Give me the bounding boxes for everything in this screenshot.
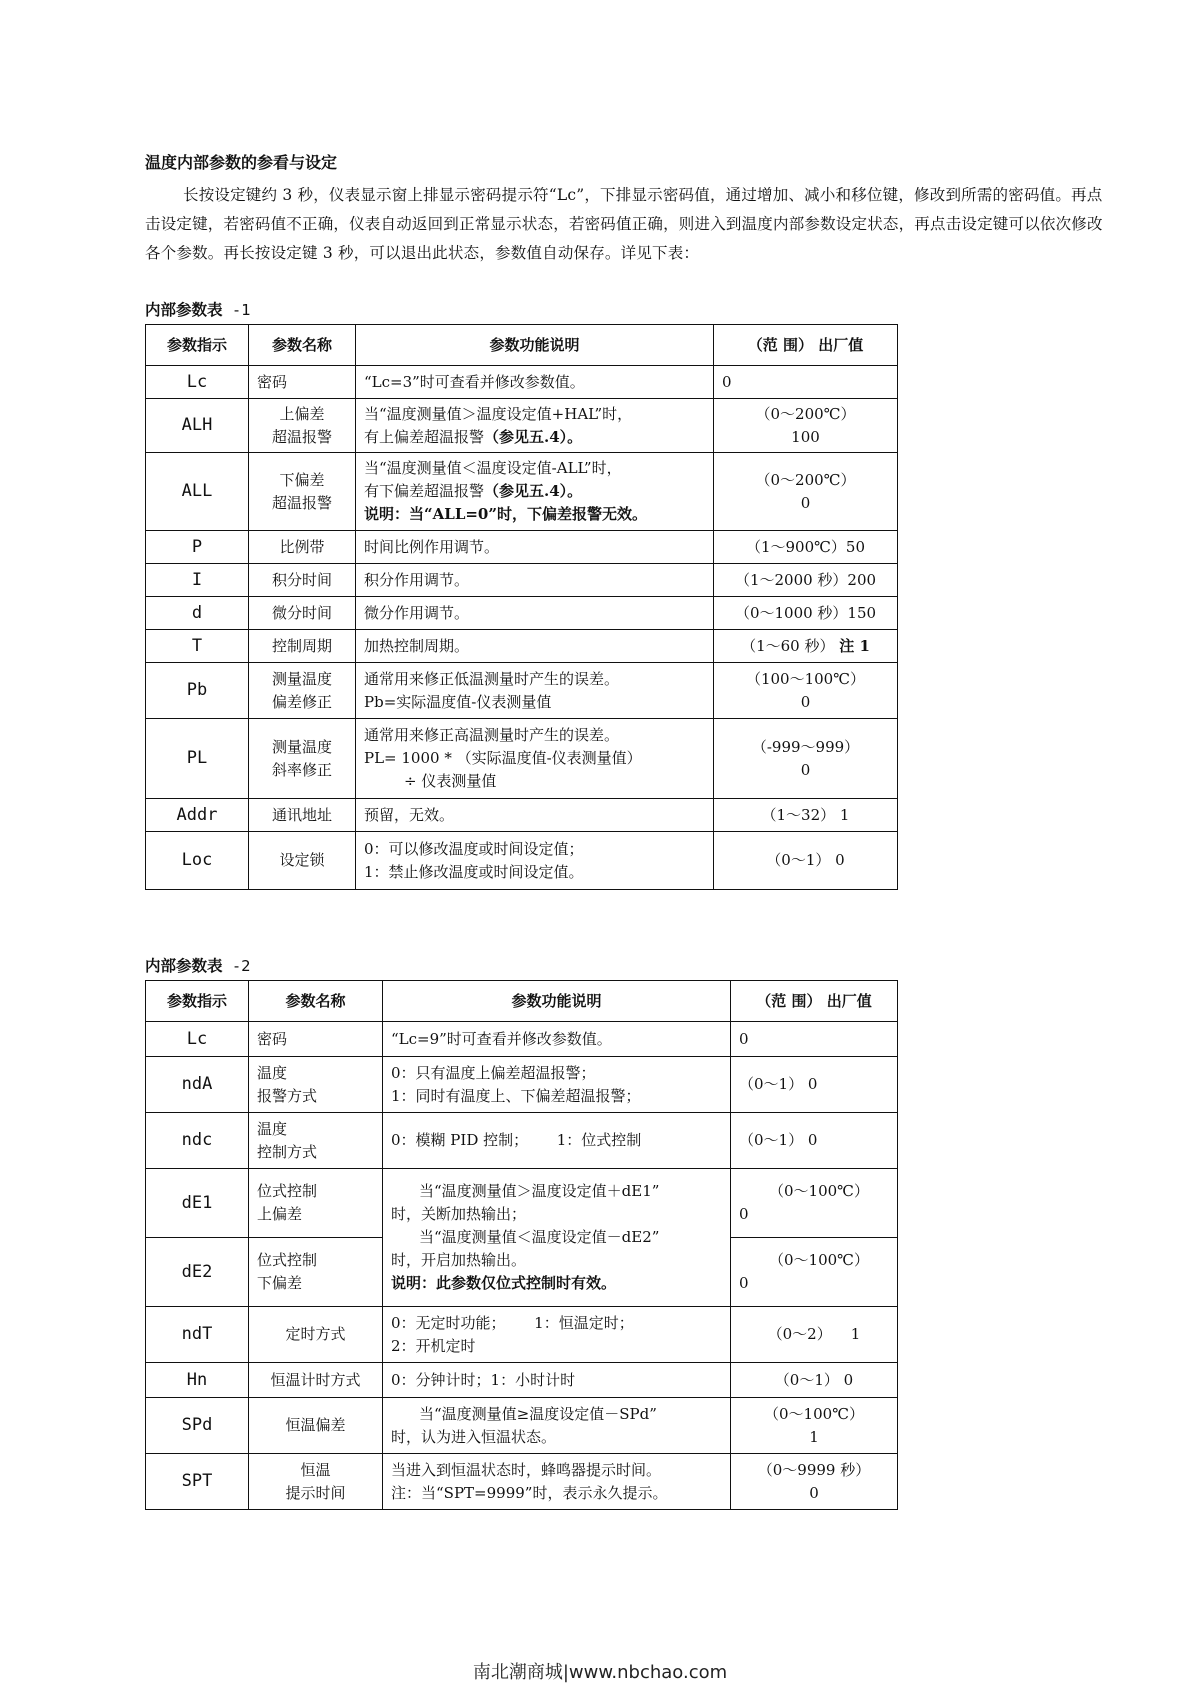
header-code: 参数指示 — [146, 981, 249, 1022]
param-range: （0～200℃） 100 — [714, 399, 898, 453]
param-desc: 预留，无效。 — [356, 799, 714, 832]
param-code: PL — [146, 719, 249, 799]
param-name: 密码 — [249, 1022, 383, 1057]
param-name: 密码 — [249, 366, 356, 399]
param-code: Hn — [146, 1363, 249, 1398]
table2-title-text: 内部参数表 — [145, 956, 223, 975]
param-name: 温度 报警方式 — [249, 1057, 383, 1113]
param-desc: 0：只有温度上偏差超温报警； 1：同时有温度上、下偏差超温报警； — [383, 1057, 731, 1113]
table-row — [146, 1307, 898, 1363]
table-row — [146, 1169, 898, 1238]
param-name: 恒温 提示时间 — [249, 1454, 383, 1510]
param-range: （0～1） 0 — [731, 1363, 898, 1398]
param-range: （0～100℃） 0 — [731, 1238, 898, 1307]
param-name: 下偏差 超温报警 — [249, 453, 356, 531]
param-desc: 当“温度测量值＞温度设定值+HAL”时， 有上偏差超温报警（参见五.4）。 — [356, 399, 714, 453]
table-row — [146, 1454, 898, 1510]
param-desc: 0：可以修改温度或时间设定值； 1：禁止修改温度或时间设定值。 — [356, 832, 714, 890]
table1-title-text: 内部参数表 — [145, 300, 223, 319]
param-code: Lc — [146, 1022, 249, 1057]
param-name: 位式控制 下偏差 — [249, 1238, 383, 1307]
param-range: （0～9999 秒） 0 — [731, 1454, 898, 1510]
param-desc: 通常用来修正高温测量时产生的误差。 PL= 1000 * （实际温度值-仪表测量值） ÷ 仪表测量值 — [356, 719, 714, 799]
param-range: （0～2） 1 — [731, 1307, 898, 1363]
param-range: （1～900℃）50 — [714, 531, 898, 564]
params-table-2 — [145, 980, 898, 1510]
param-name: 比例带 — [249, 531, 356, 564]
param-name: 通讯地址 — [249, 799, 356, 832]
param-range: （0～100℃） 1 — [731, 1398, 898, 1454]
param-code: ndc — [146, 1113, 249, 1169]
table-row — [146, 1113, 898, 1169]
table-row — [146, 719, 898, 799]
param-desc: 时间比例作用调节。 — [356, 531, 714, 564]
table-row — [146, 1398, 898, 1454]
table-header-row — [146, 981, 898, 1022]
param-code: Loc — [146, 832, 249, 890]
param-code: d — [146, 597, 249, 630]
param-code: SPd — [146, 1398, 249, 1454]
param-name: 位式控制 上偏差 — [249, 1169, 383, 1238]
param-code: T — [146, 630, 249, 663]
param-code: Addr — [146, 799, 249, 832]
param-name: 上偏差 超温报警 — [249, 399, 356, 453]
param-name: 测量温度 偏差修正 — [249, 663, 356, 719]
param-desc: 当“温度测量值＜温度设定值-ALL”时， 有下偏差超温报警（参见五.4）。 说明：当“ALL=0”时，下偏差报警无效。 — [356, 453, 714, 531]
param-desc: 当进入到恒温状态时，蜂鸣器提示时间。 注：当“SPT=9999”时，表示永久提示。 — [383, 1454, 731, 1510]
param-code: Pb — [146, 663, 249, 719]
param-range: （0～1） 0 — [731, 1113, 898, 1169]
param-desc: 0：模糊 PID 控制； 1：位式控制 — [383, 1113, 731, 1169]
param-code: dE2 — [146, 1238, 249, 1307]
header-desc: 参数功能说明 — [383, 981, 731, 1022]
param-range: （1～60 秒） 注 1 — [714, 630, 898, 663]
param-name: 积分时间 — [249, 564, 356, 597]
param-desc: “Lc=9”时可查看并修改参数值。 — [383, 1022, 731, 1057]
table-row — [146, 1057, 898, 1113]
param-range: （1～32） 1 — [714, 799, 898, 832]
param-range: （0～1） 0 — [731, 1057, 898, 1113]
header-desc: 参数功能说明 — [356, 325, 714, 366]
document-page — [145, 150, 1105, 1510]
param-desc-de1-de2: 当“温度测量值＞温度设定值＋dE1” 时，关断加热输出； 当“温度测量值＜温度设定值－dE2” 时，开启加热输出。 说明：此参数仅位式控制时有效。 — [383, 1169, 731, 1307]
table1-title-num: -1 — [222, 301, 251, 319]
param-range: （0～200℃） 0 — [714, 453, 898, 531]
param-name: 恒温计时方式 — [249, 1363, 383, 1398]
table-row — [146, 630, 898, 663]
intro-paragraph: 长按设定键约 3 秒，仪表显示窗上排显示密码提示符“Lc”，下排显示密码值，通过增加、减小和移位键，修改到所需的密码值。再点击设定键，若密码值不正确，仪表自动返回到正常显示状态，若密码值正确，则进入到温度内部参数设定状态，再点击设定键可以依次修改各个参数。再长按设定键 3 秒，可以退出此状态，参数值自动保存。详见下表： — [145, 186, 1103, 262]
param-name: 微分时间 — [249, 597, 356, 630]
table-row — [146, 832, 898, 890]
param-desc: 微分作用调节。 — [356, 597, 714, 630]
param-name: 控制周期 — [249, 630, 356, 663]
param-desc: 加热控制周期。 — [356, 630, 714, 663]
param-code: I — [146, 564, 249, 597]
param-range: （0～1000 秒）150 — [714, 597, 898, 630]
param-range: （-999～999） 0 — [714, 719, 898, 799]
param-code: SPT — [146, 1454, 249, 1510]
param-range: （0～100℃） 0 — [731, 1169, 898, 1238]
header-range: （范 围） 出厂值 — [714, 325, 898, 366]
header-name: 参数名称 — [249, 325, 356, 366]
param-code: Lc — [146, 366, 249, 399]
header-name: 参数名称 — [249, 981, 383, 1022]
param-code: ALL — [146, 453, 249, 531]
header-code: 参数指示 — [146, 325, 249, 366]
footer-watermark: 南北潮商城|www.nbchao.com — [472, 1662, 728, 1683]
param-desc: 0：无定时功能； 1：恒温定时； 2：开机定时 — [383, 1307, 731, 1363]
table-row — [146, 1363, 898, 1398]
param-desc: 当“温度测量值≥温度设定值－SPd” 时，认为进入恒温状态。 — [383, 1398, 731, 1454]
param-name: 恒温偏差 — [249, 1398, 383, 1454]
param-name: 测量温度 斜率修正 — [249, 719, 356, 799]
param-range: （100～100℃） 0 — [714, 663, 898, 719]
param-desc: 通常用来修正低温测量时产生的误差。 Pb=实际温度值-仪表测量值 — [356, 663, 714, 719]
param-name: 温度 控制方式 — [249, 1113, 383, 1169]
params-table-1 — [145, 324, 898, 890]
param-name: 定时方式 — [249, 1307, 383, 1363]
table-row — [146, 564, 898, 597]
param-code: ALH — [146, 399, 249, 453]
param-desc: “Lc=3”时可查看并修改参数值。 — [356, 366, 714, 399]
param-range: （1～2000 秒）200 — [714, 564, 898, 597]
table-row — [146, 399, 898, 453]
table-row — [146, 597, 898, 630]
table2-title-num: -2 — [222, 957, 251, 975]
table-row — [146, 799, 898, 832]
table-row — [146, 453, 898, 531]
param-code: dE1 — [146, 1169, 249, 1238]
param-range: 0 — [731, 1022, 898, 1057]
param-desc: 0：分钟计时；1：小时计时 — [383, 1363, 731, 1398]
table-header-row — [146, 325, 898, 366]
param-name: 设定锁 — [249, 832, 356, 890]
table1-title — [145, 298, 1105, 320]
param-desc: 积分作用调节。 — [356, 564, 714, 597]
param-range: （0～1） 0 — [714, 832, 898, 890]
header-range: （范 围） 出厂值 — [731, 981, 898, 1022]
table-row — [146, 663, 898, 719]
param-range: 0 — [714, 366, 898, 399]
section-title: 温度内部参数的参看与设定 — [145, 153, 338, 172]
table-row — [146, 1022, 898, 1057]
param-code: P — [146, 531, 249, 564]
param-code: ndA — [146, 1057, 249, 1113]
param-code: ndT — [146, 1307, 249, 1363]
table-row — [146, 531, 898, 564]
table-row — [146, 366, 898, 399]
table2-title — [145, 954, 1105, 976]
